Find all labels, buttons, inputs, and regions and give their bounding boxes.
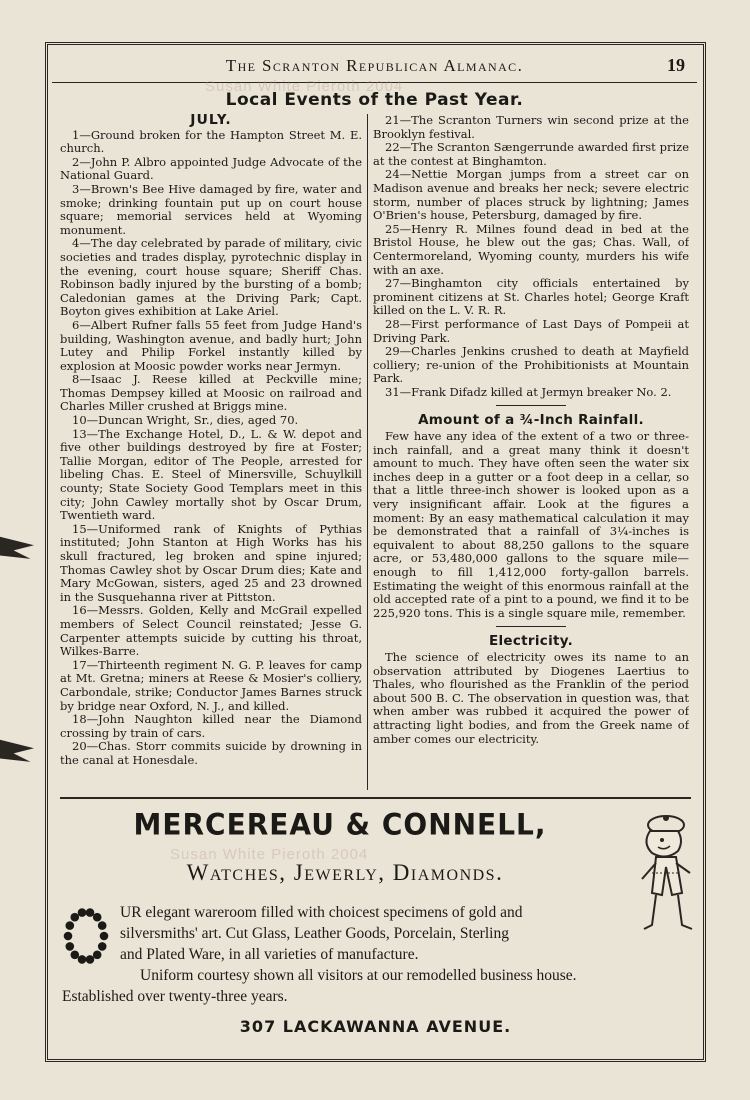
section-divider [496,626,566,627]
column-divider [367,114,368,790]
advertisement-rule [60,797,691,799]
event-entry: 2—John P. Albro appointed Judge Advocate of the National Guard. [60,154,362,183]
electricity-text: The science of electricity owes its name to an observation attributed by Diogenes Laertius to Thales, who flourished as the Franklin of the period about 500 B. C. The observation in question was, that when amber was rubbed it acquired the power of attracting light bodies, and from the Greek name of amber comes our electricity. [373,649,689,746]
month-heading: JULY. [190,114,232,128]
ad-line-4: Uniform courtesy shown all visitors at our remodelled business house. [140,967,577,984]
left-column [60,114,362,790]
event-entry: 8—Isaac J. Reese killed at Peckville mine; Thomas Dempsey killed at Moosic on railroad and Charles Miller crushed at Briggs mine. [60,372,362,414]
watermark-ad: Susan White Pieroth 2004 [170,846,369,863]
event-entry: 22—The Scranton Sængerrunde awarded first prize at the contest at Binghamton. [373,140,689,168]
event-entry: 15—Uniformed rank of Knights of Pythias instituted; John Stanton at High Works has his skull fractured, leg broken and spine injured; Thomas Cawley shot by Oscar Drum dies; Kate and Mary McGowan, sisters, aged 25 and 23 drowned in the Susquehanna river at Pittston. [60,521,362,604]
watermark-top: Susan White Pieroth 2004 [205,78,404,95]
advertisement-body [62,902,692,1007]
event-entry: 1—Ground broken for the Hampton Street M. E. church. [60,127,362,156]
event-entry: 4—The day celebrated by parade of military, civic societies and trades display, pyrotechnic display in the evening, court house square; Sheriff Chas. Robinson badly injured by the bursting of a bomb; Caledonian games at the Driving Park; Capt. Boyton gives exhibition at Lake Ariel. [60,236,362,319]
advertiser-address: 307 LACKAWANNA AVENUE. [239,1017,512,1036]
advertiser-tagline: Watches, Jewerly, Diamonds. [186,860,504,885]
event-entry: 6—Albert Rufner falls 55 feet from Judge Hand's building, Washington avenue, and badly hurt; John Lutey and Philip Forkel instantly killed by explosion at Moosic powder works near Jermyn. [60,317,362,373]
rainfall-text: Few have any idea of the extent of a two or three-inch rainfall, and a great many think it doesn't amount to much. They have often seen the water six inches deep in a gutter or a foot deep in a cellar, so that a little three-inch shower is looked upon as a very insignificant affair. Look at the figures a moment: By an easy mathematical calculation it may be demonstrated that a rainfall of 3¼-inches is equivalent to about 88,250 gallons to the square acre, or 53,480,000 gallons to the square mile—enough to fill 1,412,000 forty-gallon barrels. Estimating the weight of this enormous rainfall at the old accepted rate of a pint to a pound, we find it to be 225,920 tons. This is a single square mile, remember. [373,429,689,620]
electricity-heading: Electricity. [488,633,574,650]
event-entry: 13—The Exchange Hotel, D., L. & W. depot and five other buildings destroyed by fire at Foster; Tallie Morgan, editor of The People, arrested for libeling Chas. E. Steel of Minersville, Schuylkill county; State Society Good Templars meet in this city; John Cawley mortally shot by Oscar Drum, Twentieth ward. [60,426,362,523]
ad-line-1: UR elegant wareroom filled with choicest specimens of gold and [120,904,523,921]
right-column [373,114,689,790]
event-entry: 18—John Naughton killed near the Diamond crossing by train of cars. [60,712,362,740]
page-tear-mark [0,530,34,564]
event-entry: 31—Frank Difadz killed at Jermyn breaker No. 2. [385,384,672,399]
left-event-list [60,129,362,768]
ad-line-5: Established over twenty-three years. [62,988,288,1005]
advertiser-name: MERCEREAU & CONNELL, [133,807,547,842]
page-number: 19 [667,55,685,75]
event-entry: 16—Messrs. Golden, Kelly and McGrail expelled members of Select Council reinstated; Jesse G. Carpenter attempts suicide by cutting his throat, Wilkes-Barre. [60,603,362,659]
section-divider [496,405,566,406]
main-heading: Local Events of the Past Year. [225,90,524,110]
event-entry: 28—First performance of Last Days of Pompeii at Driving Park. [373,316,689,345]
event-entry: 17—Thirteenth regiment N. G. P. leaves for camp at Mt. Gretna; miners at Reese & Mosier's colliery, Carbondale, strike; Conductor James Barnes struck by bridge near Oxford, N. J., and killed. [60,657,362,713]
event-entry: 10—Duncan Wright, Sr., dies, aged 70. [72,413,299,428]
right-event-list [373,114,689,399]
ad-line-2: silversmiths' art. Cut Glass, Leather Goods, Porcelain, Sterling [120,925,509,942]
event-entry: 24—Nettie Morgan jumps from a street car on Madison avenue and breaks her neck; severe electric storm, number of places struck by lightning; James O'Brien's house, Petersburg, damaged by fire. [373,167,689,223]
event-entry: 27—Binghamton city officials entertained by prominent citizens at St. Charles hotel; George Kraft killed on the L. V. R. R. [373,276,689,318]
rainfall-heading: Amount of a ¾-Inch Rainfall. [418,412,644,429]
ad-line-3: and Plated Ware, in all varieties of manufacture. [120,946,419,963]
event-entry: 25—Henry R. Milnes found dead in bed at the Bristol House, he blew out the gas; Chas. Wall, of Centermoreland, Wyoming county, murders his wife with an axe. [373,221,689,277]
event-entry: 21—The Scranton Turners win second prize at the Brooklyn festival. [373,114,689,141]
running-title: The Scranton Republican Almanac. [225,56,524,75]
page-tear-mark [0,733,34,767]
event-entry: 3—Brown's Bee Hive damaged by fire, water and smoke; drinking fountain put up on court house square; memorial services held at Wyoming monument. [60,181,362,237]
event-entry: 20—Chas. Storr commits suicide by drowning in the canal at Honesdale. [60,739,362,767]
event-entry: 29—Charles Jenkins crushed to death at Mayfield colliery; re-union of the Prohibitionists at Mountain Park. [373,344,689,386]
